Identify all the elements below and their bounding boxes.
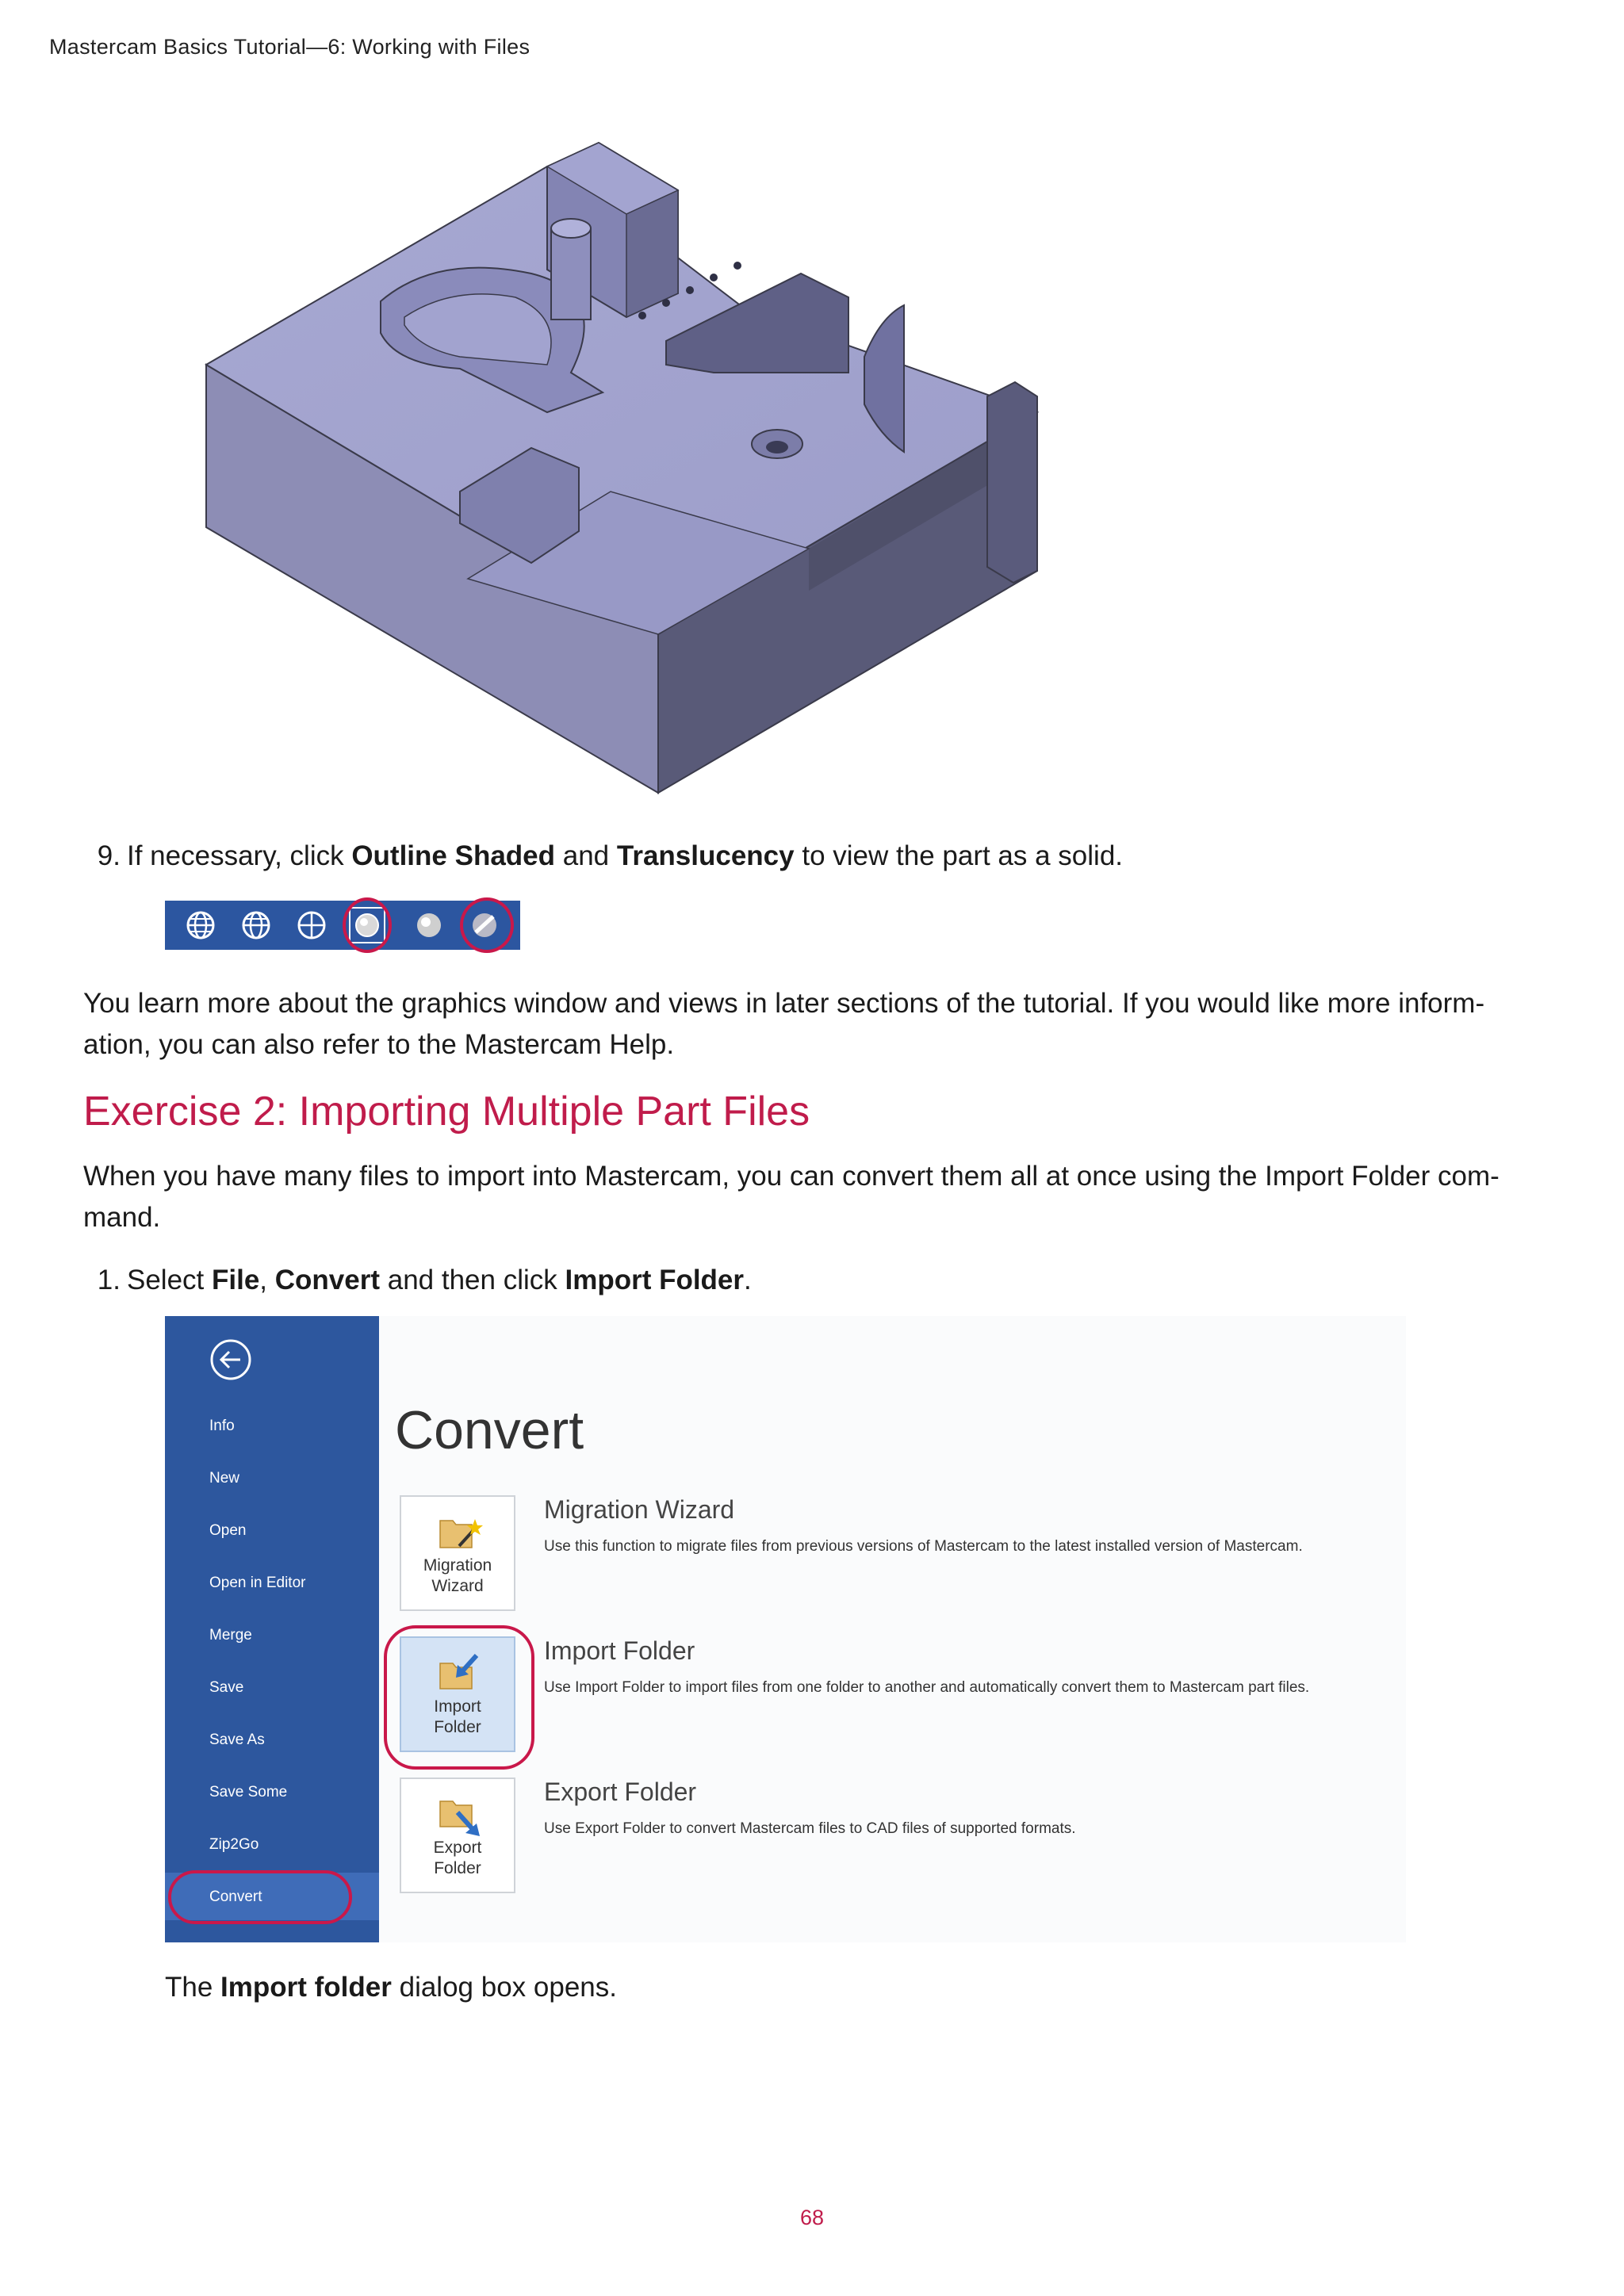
paragraph-line: When you have many files to import into Mastercam, you can convert them all at once using the Import Folder com- [83, 1161, 1500, 1192]
menu-item-info[interactable]: Info [209, 1418, 235, 1434]
migration-wizard-button[interactable] [400, 1495, 515, 1611]
file-backstage-screenshot [165, 1316, 1406, 1942]
menu-item-zip2go[interactable]: Zip2Go [209, 1836, 259, 1853]
tile-label: Migration Wizard [423, 1556, 492, 1595]
result-sentence: The Import folder dialog box opens. [165, 1972, 617, 2003]
outline-shaded-label: Outline Shaded [351, 840, 556, 871]
import-folder-title: Import Folder [544, 1636, 695, 1665]
menu-item-save-some[interactable]: Save Some [209, 1784, 288, 1800]
step-1 [81, 1261, 1508, 1300]
exercise-heading: Exercise 2: Importing Multiple Part Files [83, 1089, 810, 1135]
import-folder-dialog-label: Import folder [220, 1972, 392, 2003]
menu-item-save[interactable]: Save [209, 1679, 244, 1696]
shaded-icon [412, 909, 446, 942]
menu-item-new[interactable]: New [209, 1470, 240, 1487]
menu-item-save-as[interactable]: Save As [209, 1732, 265, 1748]
wireframe-icon [184, 909, 217, 942]
step-9 [81, 836, 1508, 876]
tile-label: Export Folder [433, 1839, 482, 1877]
export-folder-description: Use Export Folder to convert Mastercam files to CAD files of supported formats. [544, 1820, 1076, 1837]
backstage-sidebar [165, 1316, 379, 1942]
menu-item-merge[interactable]: Merge [209, 1627, 252, 1644]
outline-shaded-highlight-ring [343, 897, 392, 953]
menu-item-convert[interactable]: Convert [209, 1888, 262, 1905]
backstage-title: Convert [395, 1400, 584, 1460]
paragraph-line: You learn more about the graphics window and views in later sections of the tutorial. If you would like more inform- [83, 988, 1485, 1019]
page-number: 68 [799, 2206, 825, 2229]
paragraph-line: ation, you can also refer to the Mastercam Help. [83, 1029, 675, 1060]
export-folder-button[interactable] [400, 1777, 515, 1893]
migration-wizard-description: Use this function to migrate files from previous versions of Mastercam to the latest installed version of Mastercam. [544, 1538, 1303, 1555]
paragraph-graphics-window [83, 983, 1542, 1066]
export-folder-icon [435, 1790, 483, 1838]
running-header: Mastercam Basics Tutorial—6: Working with Files [49, 35, 530, 59]
import-folder-label: Import Folder [565, 1265, 745, 1295]
import-folder-highlight-ring [384, 1625, 534, 1770]
hidden-line-dim-icon [295, 909, 328, 942]
step-number: 9. [97, 840, 121, 871]
convert-highlight-ring [168, 1870, 352, 1924]
step-number: 1. [97, 1265, 121, 1295]
part-3d-illustration [198, 135, 1055, 809]
migration-wizard-icon [435, 1508, 483, 1556]
translucency-highlight-ring [460, 897, 514, 953]
paragraph-import-intro [83, 1156, 1542, 1238]
step-text: Select File, Convert and then click Import Folder. [127, 1265, 752, 1295]
export-folder-title: Export Folder [544, 1777, 697, 1806]
file-label: File [212, 1265, 260, 1295]
translucency-label: Translucency [616, 840, 795, 871]
step-text: If necessary, click Outline Shaded and Translucency to view the part as a solid. [127, 840, 1124, 871]
display-toolbar-image [165, 901, 520, 950]
hidden-line-icon [239, 909, 273, 942]
back-arrow-icon[interactable] [209, 1338, 252, 1381]
menu-item-open-in-editor[interactable]: Open in Editor [209, 1575, 306, 1591]
menu-item-open[interactable]: Open [209, 1522, 247, 1539]
import-folder-description: Use Import Folder to import files from one folder to another and automatically convert them to Mastercam part files. [544, 1679, 1310, 1696]
convert-label: Convert [274, 1265, 380, 1295]
paragraph-line: mand. [83, 1202, 161, 1233]
migration-wizard-title: Migration Wizard [544, 1495, 735, 1524]
tile-label: Import Folder [434, 1697, 481, 1736]
